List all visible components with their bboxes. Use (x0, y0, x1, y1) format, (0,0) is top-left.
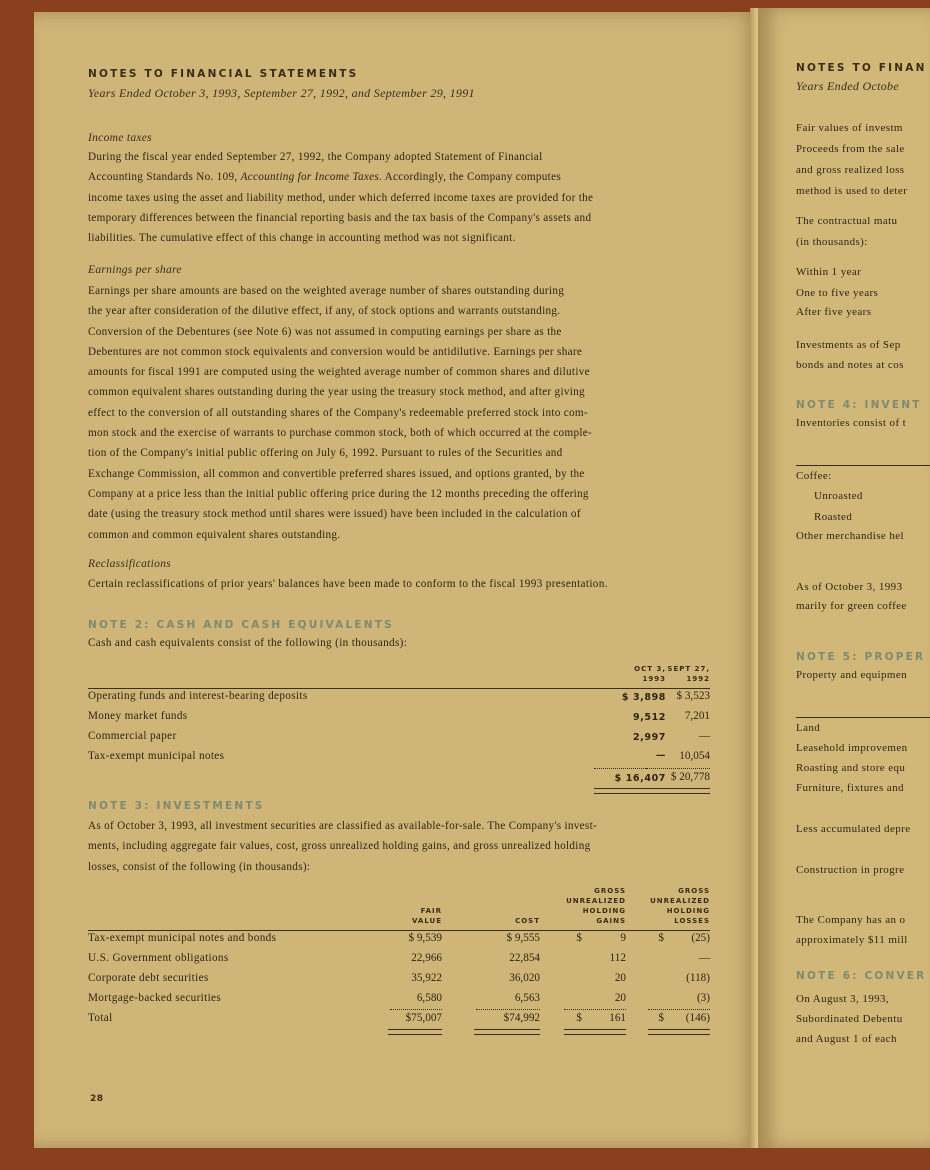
row-fair-value: $ 9,539 (408, 932, 442, 944)
note5-heading: NOTE 5: PROPER (796, 651, 926, 663)
text-line: amounts for fiscal 1991 are computed using the weighted average number of common shares and dilutive (88, 366, 590, 379)
col-header-losses (628, 886, 710, 926)
row-gain-symbol: $ (576, 932, 582, 944)
col-header-line: UNREALIZED (650, 897, 710, 905)
col-header-line: UNREALIZED (566, 897, 626, 905)
row-label: Money market funds (88, 710, 188, 722)
row-value-1993: 9,512 (632, 712, 666, 723)
col-header-line: GROSS (594, 887, 626, 895)
text-line: Conversion of the Debentures (see Note 6) was not assumed in computing earnings per share as the (88, 325, 562, 338)
text-line: ments, including aggregate fair values, cost, gross unrealized holding gains, and gross unrealized holding (88, 840, 591, 853)
text-line: As of October 3, 1993, all investment securities are classified as available-for-sale. The Company's invest- (88, 820, 597, 832)
text-line: the year after consideration of the dilutive effect, if any, of stock options and warrants outstanding. (88, 305, 561, 318)
row-value-1992: 10,054 (679, 750, 710, 762)
col-header-line: OCT 3, (634, 665, 666, 673)
col-header-line: FAIR (420, 907, 442, 915)
text-line: Inventories consist of t (796, 417, 907, 429)
col-header-line: LOSSES (674, 917, 710, 925)
row-value-1993: 2,997 (632, 732, 666, 743)
text-line: date (using the treasury stock method until shares were issued) have been included in the calculation of (88, 508, 581, 521)
row-loss: (3) (696, 992, 710, 1004)
page-number: 28 (90, 1094, 104, 1104)
text-italic: Accounting for Income Taxes. (240, 171, 383, 184)
text-fragment: Accounting Standards No. 109, (88, 171, 238, 184)
list-item: Roasting and store equ (796, 762, 906, 774)
row-fair-value: $75,007 (405, 1012, 442, 1024)
text-line: Property and equipmen (796, 669, 908, 681)
row-value-1992: $ 3,523 (676, 690, 710, 702)
reclass-heading: Reclassifications (88, 558, 172, 570)
col-header-line: 1993 (642, 675, 666, 683)
row-value-1993: $ 3,898 (621, 692, 666, 703)
text-line (88, 167, 708, 187)
list-item: Within 1 year (796, 266, 862, 278)
earnings-heading: Earnings per share (88, 264, 182, 276)
row-loss-symbol: $ (658, 1012, 664, 1024)
row-value-1992: — (698, 730, 710, 742)
col-header-sept-1992 (638, 664, 710, 684)
col-header-gains (544, 886, 626, 926)
text-line: bonds and notes at cos (796, 359, 904, 371)
row-cost: 6,563 (514, 992, 540, 1004)
right-page-title: NOTES TO FINAN (796, 62, 927, 74)
text-line: effect to the conversion of all outstanding shares of the Company's redeemable preferred stock into com- (88, 406, 588, 419)
subtotal-dots (476, 1009, 540, 1010)
row-cost: $ 9,555 (506, 932, 540, 944)
text-line: method is used to deter (796, 185, 908, 197)
page-title: NOTES TO FINANCIAL STATEMENTS (88, 68, 359, 80)
text-line: and August 1 of each (796, 1033, 897, 1045)
right-page (758, 8, 930, 1148)
text-line: mon stock and the exercise of warrants to purchase common stock, both of which occurred at the comple- (88, 427, 593, 440)
text-line: Fair values of investm (796, 122, 903, 134)
row-label: Mortgage-backed securities (88, 992, 222, 1004)
list-item: Leasehold improvemen (796, 742, 908, 754)
row-value-1992: 7,201 (684, 710, 710, 722)
col-header-line: GROSS (678, 887, 710, 895)
list-item: One to five years (796, 287, 879, 299)
table-rule (88, 688, 710, 689)
note3-heading: NOTE 3: INVESTMENTS (88, 800, 265, 812)
row-gain: 20 (614, 992, 626, 1004)
text-line: temporary differences between the financial reporting basis and the tax basis of the Company's assets and (88, 211, 592, 224)
note3-paragraph (88, 816, 708, 877)
row-label: Commercial paper (88, 730, 177, 742)
subtotal-dots (390, 1009, 442, 1010)
earnings-paragraph (88, 281, 708, 545)
total-double-rule (564, 1029, 626, 1035)
subtotal-dots (646, 768, 710, 769)
total-1993: $ 16,407 (614, 773, 666, 784)
list-item: After five years (796, 306, 872, 318)
row-loss: (146) (685, 1012, 710, 1024)
subtotal-dots (564, 1009, 626, 1010)
row-gain: 161 (609, 1012, 626, 1024)
table-rule (796, 717, 930, 718)
row-fair-value: 35,922 (411, 972, 442, 984)
list-item: Furniture, fixtures and (796, 782, 904, 794)
text-line: Debentures are not common stock equivalents and conversion would be antidilutive. Earnings per share (88, 345, 583, 358)
list-item: Less accumulated depre (796, 823, 911, 835)
list-item: Coffee: (796, 470, 832, 482)
total-1992: $ 20,778 (670, 771, 710, 783)
list-item: Construction in progre (796, 864, 905, 876)
row-gain: 20 (614, 972, 626, 984)
left-page (34, 12, 758, 1148)
row-cost: 36,020 (509, 972, 540, 984)
text-line: The contractual matu (796, 215, 898, 227)
row-cost: 22,854 (509, 952, 540, 964)
text-fragment: Accordingly, the Company computes (384, 171, 561, 184)
row-gain: 9 (620, 932, 626, 944)
text-line: Company at a price less than the initial public offering price during the 12 months preceding the offering (88, 487, 589, 500)
note6-heading: NOTE 6: CONVER (796, 970, 927, 982)
text-line: As of October 3, 1993 (796, 581, 903, 593)
table-rule (88, 930, 710, 931)
row-loss: (25) (691, 932, 710, 944)
text-line: income taxes using the asset and liability method, under which deferred income taxes are provided for the (88, 191, 594, 204)
text-line: and gross realized loss (796, 164, 905, 176)
list-item: Land (796, 722, 821, 734)
col-header-line: HOLDING (666, 907, 710, 915)
text-line: Subordinated Debentu (796, 1013, 903, 1025)
text-line: common and common equivalent shares outstanding. (88, 528, 341, 541)
note2-intro: Cash and cash equivalents consist of the following (in thousands): (88, 637, 408, 649)
col-header-line: VALUE (411, 917, 442, 925)
page-subtitle: Years Ended October 3, 1993, September 27, 1992, and September 29, 1991 (88, 86, 475, 100)
text-line: marily for green coffee (796, 600, 907, 612)
text-line: Investments as of Sep (796, 339, 901, 351)
text-line: During the fiscal year ended September 27, 1992, the Company adopted Statement of Financial (88, 151, 543, 163)
row-label: Total (88, 1012, 113, 1024)
list-item: Roasted (814, 511, 853, 523)
table-rule (796, 465, 930, 466)
right-page-subtitle: Years Ended Octobe (796, 79, 899, 93)
row-label: Tax-exempt municipal notes and bonds (88, 932, 277, 944)
col-header-line: HOLDING (582, 907, 626, 915)
row-loss: — (698, 952, 710, 964)
text-line: common equivalent shares outstanding during the year using the treasury stock method, and after giving (88, 386, 585, 399)
text-line: losses, consist of the following (in thousands): (88, 860, 311, 873)
row-loss: (118) (686, 972, 710, 984)
text-line: On August 3, 1993, (796, 993, 890, 1005)
total-double-rule (646, 788, 710, 794)
col-header-line: SEPT 27, (667, 665, 710, 673)
row-loss-symbol: $ (658, 932, 664, 944)
total-double-rule (648, 1029, 710, 1035)
text-line: (in thousands): (796, 236, 868, 248)
row-value-1993: — (655, 750, 666, 761)
row-gain-symbol: $ (576, 1012, 582, 1024)
row-fair-value: 6,580 (416, 992, 442, 1004)
text-line: tion of the Company's initial public offering on July 6, 1992. Pursuant to rules of the Securities and (88, 447, 563, 460)
row-label: Operating funds and interest-bearing deposits (88, 690, 308, 702)
col-header-fair-value (370, 906, 442, 926)
text-line: Proceeds from the sale (796, 143, 905, 155)
col-header-line: 1992 (686, 675, 710, 683)
reclass-text: Certain reclassifications of prior years' balances have been made to conform to the fiscal 1993 presentation. (88, 578, 608, 590)
text-line: liabilities. The cumulative effect of this change in accounting method was not significant. (88, 232, 516, 245)
note4-heading: NOTE 4: INVENT (796, 399, 922, 411)
text-line: The Company has an o (796, 914, 906, 926)
col-header-line: COST (515, 917, 540, 925)
income-taxes-paragraph (88, 147, 708, 248)
row-gain: 112 (609, 952, 626, 964)
row-cost: $74,992 (503, 1012, 540, 1024)
col-header-cost (468, 916, 540, 926)
list-item: Other merchandise hel (796, 530, 904, 542)
total-double-rule (388, 1029, 442, 1035)
income-taxes-heading: Income taxes (88, 132, 152, 144)
row-label: U.S. Government obligations (88, 952, 229, 964)
text-line: Exchange Commission, all common and convertible preferred shares issued, and options granted, by the (88, 467, 585, 480)
list-item: Unroasted (814, 490, 863, 502)
text-line: approximately $11 mill (796, 934, 908, 946)
row-label: Corporate debt securities (88, 972, 209, 984)
note2-heading: NOTE 2: CASH AND CASH EQUIVALENTS (88, 619, 394, 631)
subtotal-dots (648, 1009, 710, 1010)
text-line: Earnings per share amounts are based on the weighted average number of shares outstanding during (88, 285, 565, 297)
total-double-rule (474, 1029, 540, 1035)
row-label: Tax-exempt municipal notes (88, 750, 225, 762)
col-header-line: GAINS (596, 917, 626, 925)
row-fair-value: 22,966 (411, 952, 442, 964)
